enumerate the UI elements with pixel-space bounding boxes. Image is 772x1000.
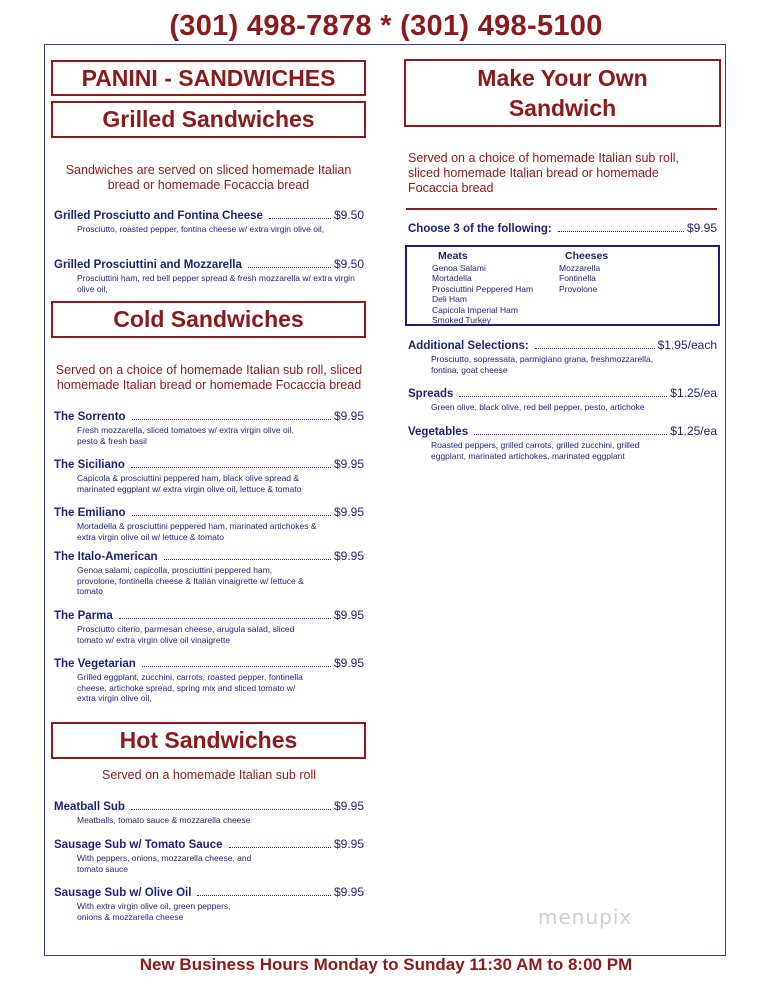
list-item: Mozzarella [559,263,601,273]
list-item: Fontinella [559,273,596,284]
meats-heading: Meats [438,250,468,262]
list-item: Smoked Turkey [432,315,492,326]
watermark-logo: menupix [538,905,633,929]
cold-intro: Served on a choice of homemade Italian sub roll, sliced homemade Italian bread or homemade Focaccia bread [55,363,363,392]
menu-item [54,837,364,874]
item-price: $9.50 [333,208,364,222]
item-desc: Roasted peppers, grilled carrots, grilled zucchini, grilled eggplant, marinated artichokes, marinated eggplant [431,440,640,461]
item-price: $9.95 [333,837,364,851]
list-item: Genoa Salami [432,263,486,273]
menu-item [54,457,364,494]
menu-item [54,656,364,704]
item-price: $1.25/ea [670,386,717,400]
menu-item [54,885,364,922]
item-desc: With peppers, onions, mozzarella cheese, and tomato sauce [77,853,252,874]
item-price: $9.95 [333,608,364,622]
item-desc: Prosciutto citerio, parmesan cheese, arugula salad, sliced tomato w/ extra virgin olive oil vinaigrette [77,624,295,645]
item-desc: Meatballs, tomato sauce & mozzarella cheese [77,815,251,825]
menu-item [54,257,364,294]
item-name: The Parma [54,610,113,622]
item-name: Choose 3 of the following: [408,223,552,235]
business-hours: New Business Hours Monday to Sunday 11:30 AM to 8:00 PM [139,955,633,974]
item-desc: Prosciuttini ham, red bell pepper spread & fresh mozzarella w/ extra virgin olive oil, [77,273,355,294]
item-desc: Fresh mozzarella, sliced tomatoes w/ extra virgin olive oil, pesto & fresh basil [77,425,294,446]
item-desc: Genoa salami, capicolla, prosciuttini peppered ham, provolone, fontinella cheese & Italian vinaigrette w/ lettuce & tomato [77,565,304,596]
item-name: Additional Selections: [408,340,529,352]
item-price: $9.95 [333,505,364,519]
item-desc: With extra virgin olive oil, green peppers, onions & mozzarella cheese [77,901,231,922]
item-price: $9.95 [333,885,364,899]
item-desc: Mortadella & prosciuttini peppered ham, marinated artichokes & extra virgin olive oil w/ lettuce & tomato [77,521,317,542]
meats-list [432,263,533,325]
menu-item [408,338,717,375]
item-name: Vegetables [408,426,469,438]
menu-item [54,608,364,645]
grilled-title: Grilled Sandwiches [51,101,366,138]
cold-title: Cold Sandwiches [51,301,366,338]
hot-title: Hot Sandwiches [51,722,366,759]
divider [406,208,717,210]
item-price: $9.95 [686,221,717,235]
menu-item [54,799,364,826]
menu-item [54,409,364,446]
menu-item [54,208,364,235]
choose-options-box [405,245,720,326]
phone-numbers: (301) 498-7878 * (301) 498-5100 [169,10,603,42]
item-price: $9.95 [333,457,364,471]
item-price: $1.95/each [657,338,717,352]
item-name: The Siciliano [54,459,125,471]
item-desc: Capicola & prosciuttini peppered ham, black olive spread & marinated eggplant w/ extra virgin olive oil, lettuce & tomato [77,473,302,494]
make-your-own-title: Make Your Own Sandwich [404,59,721,127]
cheeses-list [559,263,600,294]
list-item: Capicola Imperial Ham [432,304,518,315]
menu-item [54,505,364,542]
item-name: Grilled Prosciuttini and Mozzarella [54,259,242,271]
item-name: Spreads [408,388,454,400]
list-item: Prosciuttini Peppered Ham [432,283,534,294]
make-your-own-intro: Served on a choice of homemade Italian sub roll, sliced homemade Italian bread or homemade Focaccia bread [408,151,679,195]
panini-title: PANINI - SANDWICHES [51,60,366,96]
item-name: The Italo-American [54,551,158,563]
item-price: $9.95 [333,799,364,813]
list-item: Mortadella [432,273,472,284]
item-price: $9.95 [333,409,364,423]
menu-item [54,549,364,597]
hot-intro: Served on a homemade Italian sub roll [101,768,316,782]
item-desc: Green olive, black olive, red bell pepper, pesto, artichoke [431,402,645,412]
item-desc: Grilled eggplant, zucchini, carrots, roasted pepper, fontinella cheese, artichoke spread, spring mix and sliced tomato w/ extra virgin olive oil, [77,672,303,703]
cheeses-heading: Cheeses [565,250,609,262]
item-name: The Sorrento [54,411,126,423]
item-name: The Emiliano [54,507,126,519]
item-desc: Prosciutto, sopressata, parmigiano grana, freshmozzarella, fontina, goat cheese [431,354,654,375]
item-price: $9.50 [333,257,364,271]
grilled-intro: Sandwiches are served on sliced homemade Italian bread or homemade Focaccia bread [65,163,352,192]
list-item: Provolone [559,283,598,294]
item-price: $9.95 [333,549,364,563]
item-price: $9.95 [333,656,364,670]
item-price: $1.25/ea [670,424,717,438]
menu-item [408,424,717,461]
item-desc: Prosciutto, roasted pepper, fontina cheese w/ extra virgin olive oil, [77,224,325,234]
item-name: Sausage Sub w/ Olive Oil [54,887,192,899]
item-name: Grilled Prosciutto and Fontina Cheese [54,210,263,222]
list-item: Deli Ham [432,294,467,305]
item-name: The Vegetarian [54,658,136,670]
menu-item [408,386,717,413]
item-name: Meatball Sub [54,801,125,813]
item-name: Sausage Sub w/ Tomato Sauce [54,839,223,851]
choose-row [408,221,717,235]
